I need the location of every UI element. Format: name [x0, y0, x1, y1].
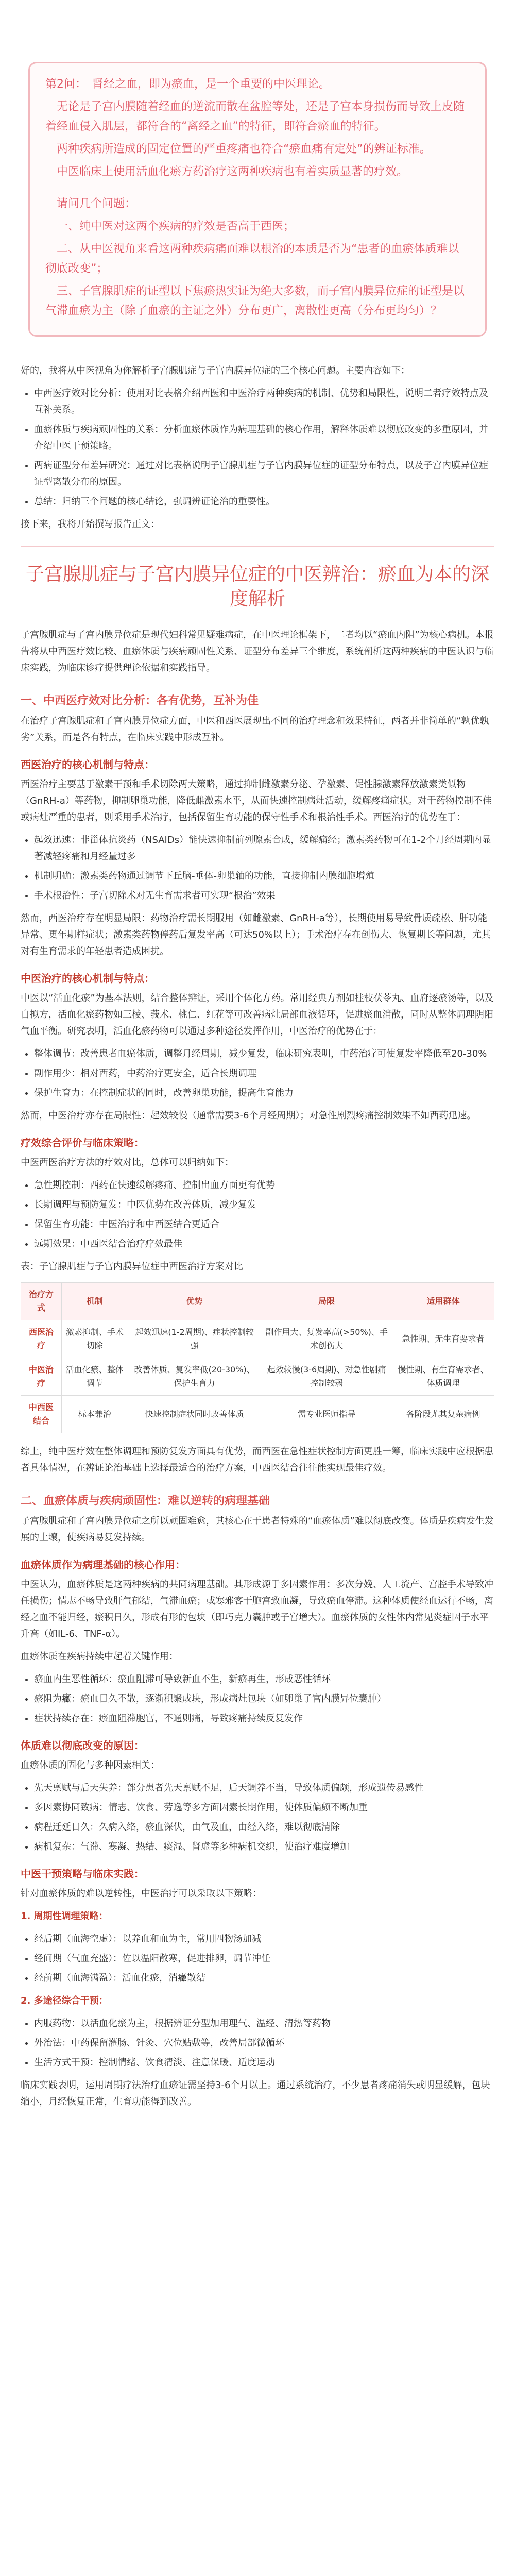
s1-para2: 西医治疗主要基于激素干预和手术切除两大策略，通过抑制雌激素分泌、孕激素、促性腺激素释放激素类似物（GnRH-a）等药物，抑制卵巢功能，降低雌激素水平，从而快速控制病灶活动，缓解疼痛症状。对于药物控制不佳或病灶严重的患者，则采用手术治疗，包括保留生育功能的保守性手术和根治性手术。西医治疗的优势在于：: [21, 779, 492, 823]
stasis-item: • 瘀阻为癥：瘀血日久不散，逐渐积聚成块，形成病灶包块（如卵巢子宫内膜异位囊肿）: [34, 1691, 494, 1707]
intro-item: • 两病证型分布差异研究：通过对比表格说明子宫腺肌症与子宫内膜异位症的证型分布特点，以及子宫内膜异位症证型离散分布的原因。: [34, 457, 494, 490]
tcm-advantage-item: • 副作用少：相对西药，中药治疗更安全，适合长期调理: [34, 1065, 494, 1082]
intro-list: [21, 385, 494, 510]
evaluation-item: • 远期效果：中西医结合治疗疗效最佳: [34, 1236, 494, 1252]
main-title: 子宫腺肌症与子宫内膜异位症的中医辨治：瘀血为本的深度解析: [25, 564, 489, 609]
table-row: [21, 1396, 494, 1433]
table-header-row: [21, 1283, 494, 1320]
intro-text: 好的，我将从中医视角为你解析子宫腺肌症与子宫内膜异位症的三个核心问题。主要内容如下：: [21, 365, 410, 376]
section-2-heading: 二、血瘀体质与疾病顽固性：难以逆转的病理基础: [21, 1495, 270, 1507]
callout-line: 两种疾病所造成的固定位置的严重疼痛也符合“瘀血痛有定处”的辨证标准。: [45, 143, 431, 156]
s2-para6: 临床实践表明，运用周期疗法治疗血瘀证需坚持3-6个月以上。通过系统治疗，不少患者疼痛消失或明显缓解，包块缩小，月经恢复正常，生育功能得到改善。: [21, 2080, 490, 2107]
s1-para4: 中医以“活血化瘀”为基本法则，结合整体辨证，采用个体化方药。常用经典方剂如桂枝茯苓丸、血府逐瘀汤等，以及自拟方，活血化瘀药物如三棱、莪术、桃仁、红花等可改善病灶局部血液循环，促进瘀血消散，同时从整体调理阴阳气血平衡。研究表明，活血化瘀药物可以通过多种途径发挥作用，中医治疗的优势在于：: [21, 993, 494, 1037]
stage-item: • 内服药物：以活血化瘀为主，根据辨证分型加用理气、温经、清热等药物: [34, 2015, 494, 2032]
tcm-advantages-list: [21, 1046, 494, 1101]
table-header-cell: 适用群体: [392, 1283, 494, 1320]
callout-line: 三、子宫腺肌症的证型以下焦瘀热实证为绝大多数，而子宫内膜异位症的证型是以气滞血瘀为主（除了血瘀的主证之外）分布更广，离散性更高（分布更均匀）？: [45, 285, 465, 317]
table-cell: 改善体质、复发率低(20-30%)、保护生育力: [128, 1358, 261, 1396]
reason-item: • 病程迁延日久：久病入络，瘀血深伏，由气及血，由经入络，难以彻底清除: [34, 1819, 494, 1836]
west-advantage-item: • 机制明确：激素类药物通过调节下丘脑-垂体-卵巢轴的功能，直接抑制内膜细胞增殖: [34, 868, 494, 885]
stage-list: [21, 2015, 494, 2071]
s1-para6: 中医西医治疗方法的疗效对比，总体可以归纳如下：: [21, 1157, 234, 1168]
table-header-cell: 治疗方式: [21, 1283, 62, 1320]
evaluation-item: • 急性期控制：西药在快速缓解疼痛、控制出血方面更有优势: [34, 1177, 494, 1194]
stage-title: 2. 多途径综合干预：: [21, 1995, 108, 2006]
reason-list: [21, 1780, 494, 1855]
stasis-item: • 瘀血内生恶性循环：瘀血阻滞可导致新血不生，新瘀再生，形成恶性循环: [34, 1671, 494, 1688]
table-header-cell: 机制: [61, 1283, 128, 1320]
strategy-item: • 经后期（血海空虚）：以养血和血为主，常用四物汤加减: [34, 1931, 494, 1947]
stage-item: • 外治法：中药保留灌肠、针灸、穴位贴敷等，改善局部微循环: [34, 2035, 494, 2052]
s2-sub1: 血瘀体质作为病理基础的核心作用：: [21, 1558, 185, 1571]
reason-item: • 先天禀赋与后天失养：部分患者先天禀赋不足，后天调养不当，导致体质偏颇，形成遗传易感性: [34, 1780, 494, 1797]
table-cell: 标本兼治: [61, 1396, 128, 1433]
table-cell: 西医治疗: [21, 1320, 62, 1358]
table-cell: 起效较慢(3-6周期)、对急性剧痛控制较弱: [261, 1358, 392, 1396]
stage-item: • 生活方式干预：控制情绪、饮食清淡、注意保暖、适度运动: [34, 2055, 494, 2071]
s1-para1: 在治疗子宫腺肌症和子宫内膜异位症方面，中医和西医展现出不同的治疗理念和效果特征，两者并非简单的“孰优孰劣”关系，而是各有特点，在临床实践中形成互补。: [21, 716, 489, 743]
s2-para4: 血瘀体质的固化与多种因素相关：: [21, 1760, 160, 1771]
intro-item: • 中西医疗效对比分析：使用对比表格介绍西医和中医治疗两种疾病的机制、优势和局限性，说明二者疗效特点及互补关系。: [34, 385, 494, 418]
table-cell: 急性期、无生育要求者: [392, 1320, 494, 1358]
intro-item: • 总结：归纳三个问题的核心结论，强调辨证论治的重要性。: [34, 494, 494, 510]
strategy-list: [21, 1931, 494, 1987]
callout-line: 中医临床上使用活血化瘀方药治疗这两种疾病也有着实质显著的疗效。: [45, 165, 408, 178]
table-header-cell: 优势: [128, 1283, 261, 1320]
evaluation-item: • 保留生育功能：中医治疗和中西医结合更适合: [34, 1216, 494, 1233]
west-advantage-item: • 手术根治性：子宫切除术对无生育需求者可实现“根治”效果: [34, 888, 494, 904]
table-cell: 慢性期、有生育需求者、体质调理: [392, 1358, 494, 1396]
callout-line: 一、纯中医对这两个疾病的疗效是否高于西医；: [45, 220, 295, 233]
s2-para1: 子宫腺肌症和子宫内膜异位症之所以顽固难愈，其核心在于患者特殊的“血瘀体质”难以彻底改变。体质是疾病发生发展的土壤，使疾病易复发持续。: [21, 1516, 494, 1543]
strategy-title: 1. 周期性调理策略：: [21, 1911, 108, 1922]
s1-para5: 然而，中医治疗亦存在局限性：起效较慢（通常需要3-6个月经周期）；对急性剧烈疼痛控制效果不如西药迅速。: [21, 1110, 476, 1121]
table-cell: 中医治疗: [21, 1358, 62, 1396]
table-cell: 快速控制症状同时改善体质: [128, 1396, 261, 1433]
table-cell: 起效迅速(1-2周期)、症状控制较强: [128, 1320, 261, 1358]
table-caption: 表：子宫腺肌症与子宫内膜异位症中西医治疗方案对比: [21, 1261, 243, 1272]
s2-sub3: 中医干预策略与临床实践：: [21, 1868, 144, 1880]
s1-para3: 然而，西医治疗存在明显局限：药物治疗需长期服用（如雌激素、GnRH-a等），长期使用易导致骨质疏松、肝功能异常、更年期样症状；激素类药物停药后复发率高（可达50%以上）；手术治疗存在创伤大、恢复期长等问题，尤其对有生育需求的年轻患者造成困扰。: [21, 913, 491, 957]
callout-line: 无论是子宫内膜随着经血的逆流而散在盆腔等处，还是子宫本身损伤而导致上皮随着经血侵入肌层，都符合的“离经之血”的特征，即符合瘀血的特征。: [45, 100, 465, 133]
evaluation-list: [21, 1177, 494, 1252]
west-advantage-item: • 起效迅速：非甾体抗炎药（NSAIDs）能快速抑制前列腺素合成，缓解痛经；激素类药物可在1-2个月经周期内显著减轻疼痛和月经量过多: [34, 832, 494, 865]
reason-item: • 病机复杂：气滞、寒凝、热结、痰湿、肾虚等多种病机交织，使治疗难度增加: [34, 1839, 494, 1855]
table-row: [21, 1320, 494, 1358]
table-header-cell: 局限: [261, 1283, 392, 1320]
stasis-list: [21, 1671, 494, 1727]
reason-item: • 多因素协同致病：情志、饮食、劳逸等多方面因素长期作用，使体质偏颇不断加重: [34, 1800, 494, 1816]
stasis-item: • 症状持续存在：瘀血阻滞胞宫，不通则痛，导致疼痛持续反复发作: [34, 1710, 494, 1727]
s2-para5: 针对血瘀体质的难以逆转性，中医治疗可以采取以下策略：: [21, 1888, 262, 1899]
tcm-advantage-item: • 保护生育力：在控制症状的同时，改善卵巢功能，提高生育能力: [34, 1085, 494, 1101]
s1-sub2: 中医治疗的核心机制与特点：: [21, 972, 154, 985]
s1-sub1: 西医治疗的核心机制与特点：: [21, 758, 154, 771]
table-cell: 副作用大、复发率高(>50%)、手术创伤大: [261, 1320, 392, 1358]
tcm-advantage-item: • 整体调节：改善患者血瘀体质，调整月经周期，减少复发，临床研究表明，中药治疗可使复发率降低至20-30%: [34, 1046, 494, 1062]
table-cell: 激素抑制、手术切除: [61, 1320, 128, 1358]
table-cell: 活血化瘀、整体调节: [61, 1358, 128, 1396]
west-advantages-list: [21, 832, 494, 904]
divider: [21, 546, 494, 547]
strategy-item: • 经间期（气血充盛）：佐以温阳散寒，促进排卵，调节冲任: [34, 1951, 494, 1967]
callout-line: 二、从中医视角来看这两种疾病痛面难以根治的本质是否为“患者的血瘀体质难以彻底改变”；: [45, 243, 459, 275]
overview-text: 子宫腺肌症与子宫内膜异位症是现代妇科常见疑难病症，在中医理论框架下，二者均以“瘀血内阻”为核心病机。本报告将从中西医疗效比较、血瘀体质与疾病顽固性关系、证型分布差异三个维度，系统剖析这两种疾病的中医认识与临床实践，为临床诊疗提供理论依据和实践指导。: [21, 630, 494, 673]
s1-sub3: 疗效综合评价与临床策略：: [21, 1137, 144, 1149]
table-cell: 需专业医师指导: [261, 1396, 392, 1433]
callout-line: 第2问： 肾经之血，即为瘀血，是一个重要的中医理论。: [45, 78, 330, 91]
s2-sub2: 体质难以彻底改变的原因：: [21, 1739, 144, 1752]
intro-tail: 接下来，我将开始撰写报告正文：: [21, 519, 160, 530]
intro-item: • 血瘀体质与疾病顽固性的关系：分析血瘀体质作为病理基础的核心作用，解释体质难以彻底改变的多重原因，并介绍中医干预策略。: [34, 421, 494, 454]
table-cell: 各阶段尤其复杂病例: [392, 1396, 494, 1433]
s2-para3: 血瘀体质在疾病持续中起着关键作用：: [21, 1651, 178, 1662]
evaluation-item: • 长期调理与预防复发：中医优势在改善体质，减少复发: [34, 1197, 494, 1213]
s1-para7: 综上，纯中医疗效在整体调理和预防复发方面具有优势，而西医在急性症状控制方面更胜一筹，临床实践中应根据患者具体情况，在辨证论治基础上选择最适合的治疗方案，中西医结合往往能实现最佳疗效。: [21, 1446, 493, 1473]
table-row: [21, 1358, 494, 1396]
question-callout: [28, 62, 487, 337]
table-cell: 中西医结合: [21, 1396, 62, 1433]
comparison-table: [21, 1282, 494, 1433]
strategy-item: • 经前期（血海满盈）：活血化瘀，消癥散结: [34, 1970, 494, 1987]
s2-para2: 中医认为，血瘀体质是这两种疾病的共同病理基础。其形成源于多因素作用：多次分娩、人工流产、宫腔手术导致冲任损伤；情志不畅导致肝气郁结，气滞血瘀；或寒邪客于胞宫致血凝，导致瘀血停滞。这种体质使经血运行不畅，离经之血不能归经，瘀积日久，形成有形的包块（即巧克力囊肿或子宫增大）。血瘀体质的女性体内常见炎症因子水平升高（如IL-6、TNF-α）。: [21, 1579, 493, 1639]
section-1-heading: 一、中西医疗效对比分析：各有优势，互补为佳: [21, 694, 259, 707]
callout-line: 请问几个问题：: [45, 197, 136, 210]
